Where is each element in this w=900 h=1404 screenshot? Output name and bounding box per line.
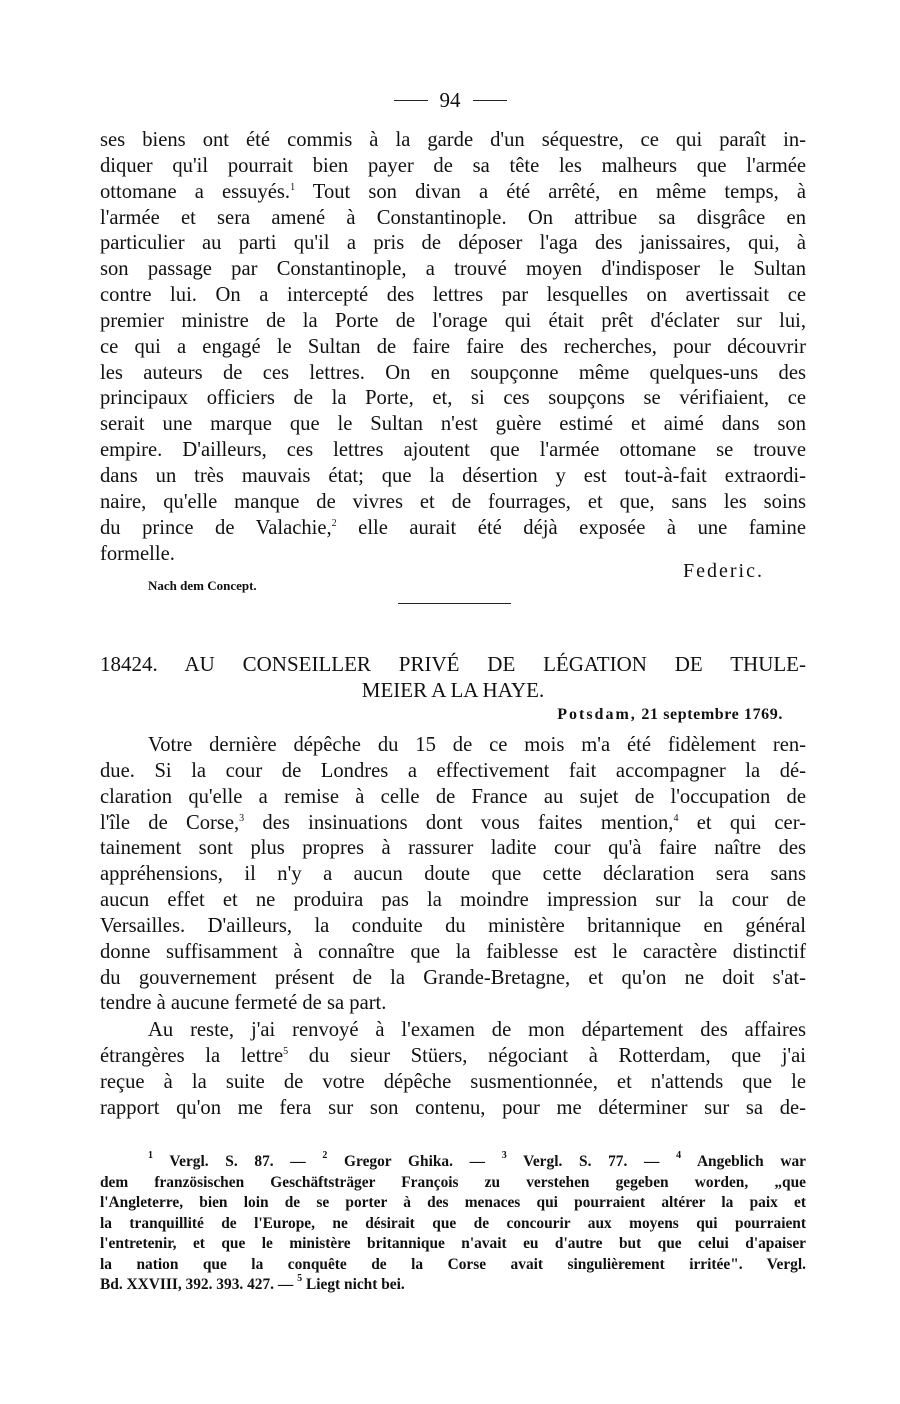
document-title-line-2: MEIER A LA HAYE. [361, 678, 545, 702]
page-number: 94 [439, 88, 461, 112]
text-line: formelle. [100, 542, 175, 565]
text-line [100, 180, 806, 206]
footnotes [100, 1152, 806, 1296]
text-segment: et qui cer- [678, 811, 806, 834]
text-segment: elle aurait été déjà exposée à une famine [336, 516, 806, 539]
text-line [100, 1152, 806, 1173]
text-segment: du prince de Valachie, [100, 516, 332, 539]
text-line: appréhensions, il n'y a aucun doute que cette déclaration sera sans [100, 863, 806, 886]
text-segment: Liegt nicht bei. [302, 1276, 405, 1293]
footnote-marker[interactable]: 4 [673, 812, 679, 824]
text-line [100, 811, 806, 837]
text-line: ses biens ont été commis à la garde d'un séquestre, ce qui paraît in- [100, 129, 806, 151]
text-segment: l'île de Corse, [100, 811, 240, 834]
footnote-marker[interactable]: 3 [501, 1150, 507, 1161]
text-line [100, 516, 806, 542]
document-heading [100, 651, 806, 703]
text-line: empire. D'ailleurs, ces lettres ajoutent que l'armée ottomane se trouve [100, 439, 806, 462]
text-line: contre lui. On a intercepté des lettres par lesquelles on avertissait ce [100, 284, 806, 307]
footnote-marker[interactable]: 5 [297, 1273, 303, 1284]
document-title-text-1: AU CONSEILLER PRIVÉ DE LÉGATION DE THULE- [184, 652, 807, 676]
text-line: ce qui a engagé le Sultan de faire faire des recherches, pour découvrir [100, 335, 806, 358]
text-line: du gouvernement présent de la Grande-Bretagne, et qu'on ne doit s'at- [100, 966, 806, 989]
text-line: claration qu'elle a remise à celle de France au sujet de l'occupation de [100, 785, 806, 808]
text-line: l'entretenir, et que le ministère britannique n'avait eu d'autre but que celui d'apaiser [100, 1235, 806, 1252]
text-segment: Gregor Ghika. — [327, 1153, 502, 1170]
text-segment: ottomane a essuyés. [100, 180, 291, 203]
text-line: serait une marque que le Sultan n'est guère estimé et aimé dans son [100, 413, 806, 436]
text-segment: Bd. XXVIII, 392. 393. 427. — [100, 1276, 298, 1293]
text-segment: Vergl. S. 77. — [506, 1153, 677, 1170]
text-line: l'armée et sera amené à Constantinople. On attribue sa disgrâce en [100, 206, 806, 229]
text-line: principaux officiers de la Porte, et, si ces soupçons se vérifiaient, ce [100, 387, 806, 410]
text-segment: du sieur Stüers, négociant à Rotterdam, que j'ai [288, 1044, 806, 1067]
text-line: la tranquillité de l'Europe, ne désirait que de concourir aux moyens qui pourraient [100, 1214, 806, 1232]
paragraph-1 [100, 733, 806, 1017]
text-line: les auteurs de ces lettres. On en soupçonne même quelques-uns des [100, 361, 806, 384]
text-line: donne suffisamment à connaître que la faiblesse est le caractère distinctif [100, 940, 806, 963]
text-segment: Vergl. S. 87. — [153, 1153, 323, 1170]
text-line: rapport qu'on me fera sur son contenu, pour me déterminer sur sa de- [100, 1096, 806, 1119]
date: 21 septembre 1769. [641, 706, 783, 723]
text-line: Versailles. D'ailleurs, la conduite du ministère britannique en général [100, 914, 806, 937]
text-segment: Tout son divan a été arrêté, en même temps, à [295, 180, 806, 203]
place-date-line [557, 706, 783, 724]
document-number: 18424. [100, 652, 158, 676]
footnote-marker[interactable]: 5 [283, 1045, 289, 1057]
footnote-marker[interactable]: 2 [322, 1150, 328, 1161]
text-line: Au reste, j'ai renvoyé à l'examen de mon département des affaires [148, 1019, 806, 1041]
footnote-marker[interactable]: 1 [148, 1150, 153, 1161]
text-segment: étrangères la lettre [100, 1044, 284, 1067]
text-line: particulier au parti qu'il a pris de déposer l'aga des janissaires, qui, à [100, 232, 806, 255]
text-line: son passage par Constantinople, a trouvé moyen d'indisposer le Sultan [100, 258, 806, 281]
text-segment: Angeblich war [681, 1153, 806, 1170]
text-line: diquer qu'il pourrait bien payer de sa tête les malheurs que l'armée [100, 154, 806, 177]
footnote-marker[interactable]: 2 [331, 517, 337, 529]
text-line: dem französischen Geschäftsträger François zu verstehen gegeben worden, „que [100, 1173, 806, 1191]
text-line: naire, qu'elle manque de vivres et de fourrages, et que, sans les soins [100, 490, 806, 513]
text-line: tendre à aucune fermeté de sa part. [100, 992, 387, 1015]
header-rule-left [394, 100, 428, 101]
text-segment: des insinuations dont vous faites mention, [244, 811, 674, 834]
continuation-text [100, 128, 806, 567]
text-line: la nation que la conquête de la Corse avait singulièrement irritée". Vergl. [100, 1255, 806, 1273]
page-header [0, 88, 900, 113]
footnote-marker[interactable]: 4 [676, 1150, 682, 1161]
text-line: l'Angleterre, bien loin de se porter à des menaces qui pourraient altérer la paix et [100, 1194, 806, 1211]
text-line: dans un très mauvais état; que la désertion y est tout-à-fait extraordi- [100, 464, 806, 487]
text-line: reçue à la suite de votre dépêche susmentionnée, et n'attends que le [100, 1070, 806, 1093]
footnote-marker[interactable]: 3 [239, 812, 245, 824]
document-title-line-1 [100, 651, 806, 677]
text-line [100, 1275, 806, 1296]
footnote-marker[interactable]: 1 [290, 181, 296, 193]
text-line: premier ministre de la Porte de l'orage qui était prêt d'éclater sur lui, [100, 309, 806, 332]
place: Potsdam, [557, 706, 637, 723]
signature: Federic. [683, 560, 764, 582]
source-note: Nach dem Concept. [148, 578, 257, 593]
header-rule-right [473, 100, 507, 101]
section-separator [398, 603, 511, 604]
text-line: tainement sont plus propres à rassurer ladite cour qu'à faire naître des [100, 837, 806, 860]
text-line: Votre dernière dépêche du 15 de ce mois m'a été fidèlement ren- [148, 734, 806, 756]
text-line: due. Si la cour de Londres a effectivement fait accompagner la dé- [100, 759, 806, 782]
paragraph-2 [100, 1018, 806, 1121]
text-line: aucun effet et ne produira pas la moindre impression sur la cour de [100, 889, 806, 912]
text-line [100, 1044, 806, 1070]
